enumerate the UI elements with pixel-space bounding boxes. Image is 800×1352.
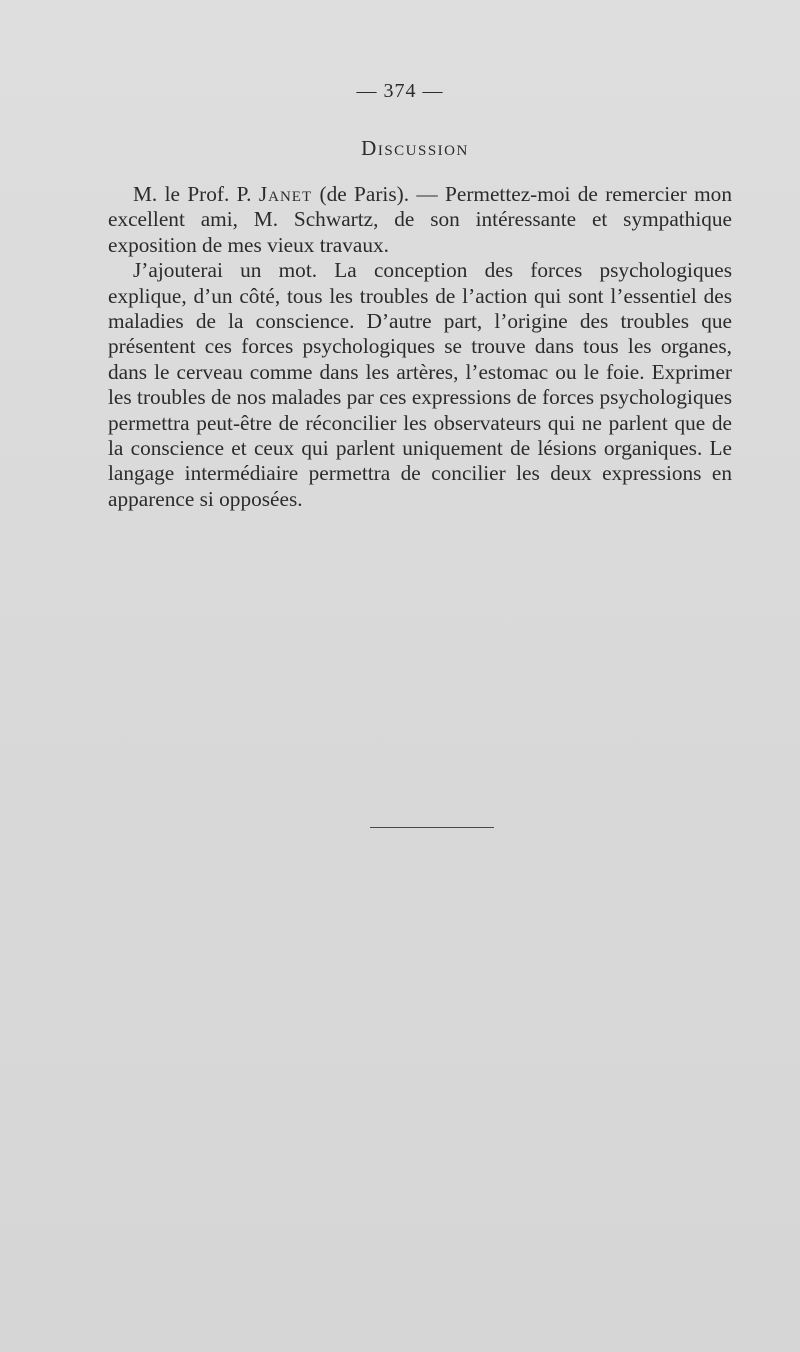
paragraph-1-text: (de Paris). — Permettez-moi de remercier mon excellent ami, M. Schwartz, de son intéressante et sympathique exposition de mes vieux travaux. <box>108 182 732 257</box>
paragraph-2: J’ajouterai un mot. La conception des forces psychologiques explique, d’un côté, tous les troubles de l’action qui sont l’essentiel des maladies de la conscience. D’autre part, l’origine des troubles que présentent ces forces psychologiques se trouve dans tous les organes, dans le cerveau comme dans les artères, l’estomac ou le foie. Exprimer les troubles de nos malades par ces expressions de forces psychologiques permettra peut-être de réconcilier les observateurs qui ne parlent que de la conscience et ceux qui parlent uniquement de lésions organiques. Le langage intermédiaire permettra de concilier les deux expressions en apparence si opposées. <box>108 258 732 511</box>
speaker-prefix: M. le Prof. P. <box>133 182 259 206</box>
section-title: Discussion <box>361 136 469 160</box>
page-number: — 374 — <box>356 80 444 102</box>
end-rule-divider <box>370 827 494 828</box>
discussion-body <box>108 182 732 512</box>
paragraph-1 <box>108 182 732 258</box>
speaker-name: Janet <box>258 182 313 206</box>
